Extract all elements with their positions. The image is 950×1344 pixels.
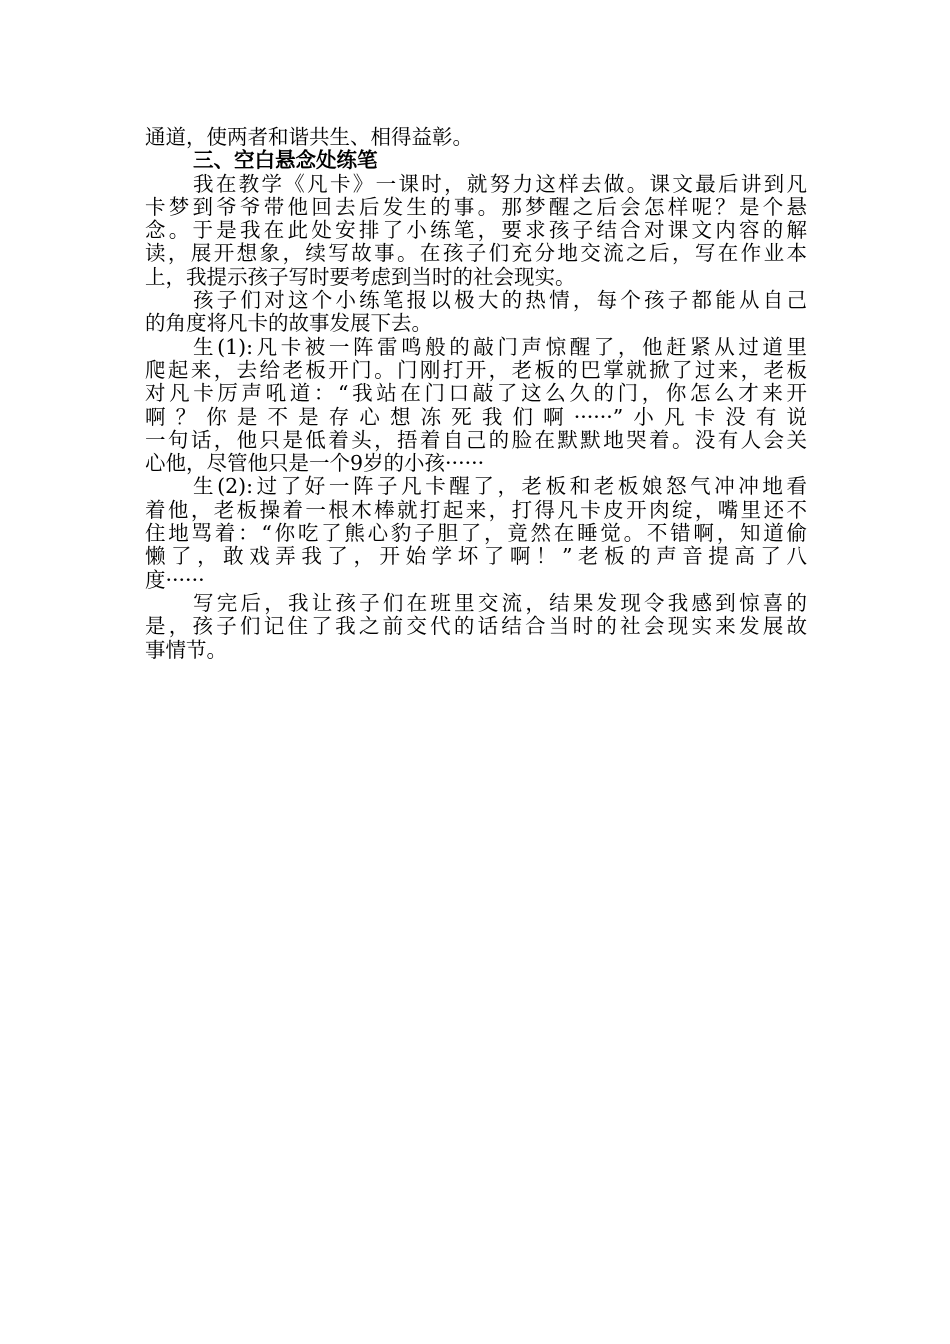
paragraph-3 bbox=[145, 336, 807, 476]
paragraph-line: 心他，尽管他只是一个9岁的小孩······ bbox=[145, 451, 485, 476]
paragraph-line: 上，我提示孩子写时要考虑到当时的社会现实。 bbox=[145, 264, 576, 289]
paragraph-line: 是，孩子们记住了我之前交代的话结合当时的社会现实来发展故 bbox=[145, 614, 807, 639]
paragraph-line: 度······ bbox=[145, 567, 205, 592]
section-heading: 三、空白悬念处练笔 bbox=[193, 148, 378, 173]
paragraph-line: 对凡卡厉声吼道：“我站在门口敲了这么久的门，你怎么才来开 bbox=[145, 381, 807, 406]
paragraph-line: 念。于是我在此处安排了小练笔，要求孩子结合对课文内容的解 bbox=[145, 218, 807, 243]
paragraph-line: 写完后，我让孩子们在班里交流，结果发现令我感到惊喜的 bbox=[193, 590, 807, 615]
paragraph-line: 孩子们对这个小练笔报以极大的热情，每个孩子都能从自己 bbox=[193, 288, 807, 313]
paragraph-4 bbox=[145, 475, 807, 591]
paragraph-line: 的角度将凡卡的故事发展下去。 bbox=[145, 311, 432, 336]
paragraph-line: 生(1):凡卡被一阵雷鸣般的敲门声惊醒了，他赶紧从过道里 bbox=[193, 334, 807, 359]
paragraph-line: 卡梦到爷爷带他回去后发生的事。那梦醒之后会怎样呢？是个悬 bbox=[145, 194, 807, 219]
paragraph-line: 住地骂着：“你吃了熊心豹子胆了，竟然在睡觉。不错啊，知道偷 bbox=[145, 521, 807, 546]
paragraph-line: 事情节。 bbox=[145, 637, 227, 662]
paragraph-line: 一句话，他只是低着头，捂着自己的脸在默默地哭着。没有人会关 bbox=[145, 427, 807, 452]
document-page bbox=[145, 126, 807, 662]
paragraph-line: 爬起来，去给老板开门。门刚打开，老板的巴掌就掀了过来，老板 bbox=[145, 357, 807, 382]
paragraph-line: 懒了，敢戏弄我了，开始学坏了啊！”老板的声音提高了八 bbox=[145, 544, 807, 569]
continuation-line: 通道，使两者和谐共生、相得益彰。 bbox=[145, 125, 473, 149]
paragraph-line: 读，展开想象，续写故事。在孩子们充分地交流之后，写在作业本 bbox=[145, 241, 807, 266]
paragraph-1 bbox=[145, 173, 807, 289]
paragraph-line: 啊？你是不是存心想冻死我们啊······”小凡卡没有说 bbox=[145, 404, 807, 429]
paragraph-line: 生(2):过了好一阵子凡卡醒了，老板和老板娘怒气冲冲地看 bbox=[193, 474, 807, 499]
paragraph-5 bbox=[145, 592, 807, 662]
paragraph-2 bbox=[145, 289, 807, 336]
paragraph-line: 着他，老板操着一根木棒就打起来，打得凡卡皮开肉绽，嘴里还不 bbox=[145, 497, 807, 522]
paragraph-line: 我在教学《凡卡》一课时，就努力这样去做。课文最后讲到凡 bbox=[193, 171, 807, 196]
